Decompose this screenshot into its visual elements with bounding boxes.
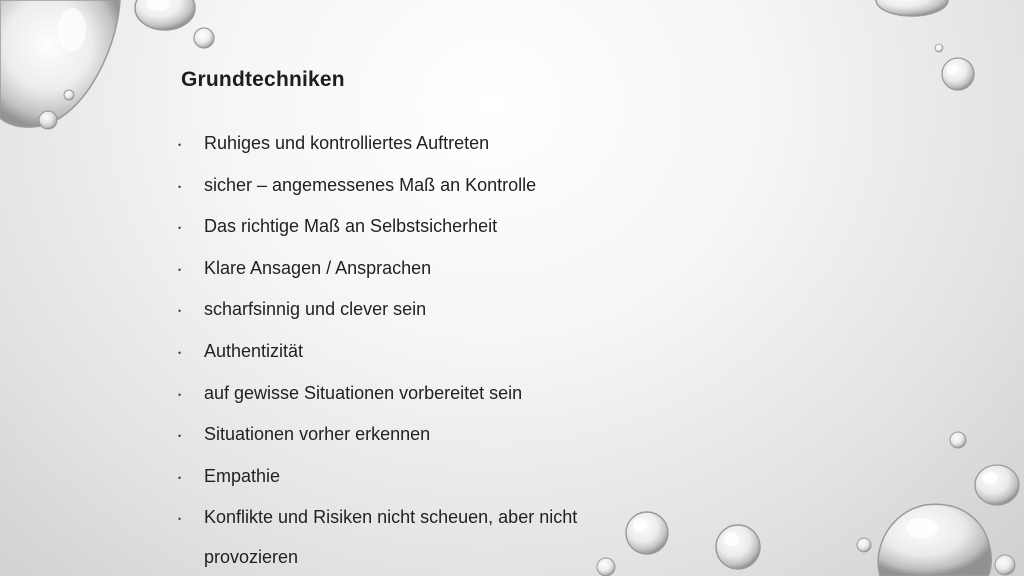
droplet-small-2 [64,90,74,100]
bullet-icon: • [178,514,182,525]
bullet-item [178,374,658,416]
droplet-bottom-right-large [878,504,991,576]
droplet-bottom-small-2 [857,538,871,552]
bullet-text: Konflikte und Risiken nicht scheuen, aber nicht provozieren [204,507,578,567]
bullet-text: Situationen vorher erkennen [204,424,431,445]
bullet-icon: • [178,306,182,317]
bullet-item [178,166,658,208]
droplet-corner [995,555,1015,575]
bullet-text: sicher – angemessenes Maß an Kontrolle [204,174,537,195]
bullet-icon: • [178,389,182,400]
bullet-item [178,249,658,291]
bullet-text: auf gewisse Situationen vorbereitet sein [204,382,523,403]
bullet-item [178,124,658,166]
bullet-list [178,124,658,576]
bullet-icon: • [178,264,182,275]
bullet-text: Klare Ansagen / Ansprachen [204,257,432,278]
droplet-bottom-right-medium [975,465,1019,505]
bullet-icon: • [178,140,182,150]
bullet-text: Ruhiges und kontrolliertes Auftreten [204,133,490,153]
bullet-icon: • [178,181,182,192]
droplet-right-tiny [935,44,943,52]
bullet-text: Das richtige Maß an Selbstsicherheit [204,216,498,237]
droplet-top-left-medium [135,0,195,30]
bullet-item [178,457,658,499]
droplet-top-right [876,0,948,16]
droplet-right-medium [942,58,974,90]
bullet-item [178,207,658,249]
droplet-bottom-right-small [950,432,966,448]
droplet-small-3 [39,111,57,129]
bullet-text: Authentizität [204,340,304,361]
bullet-text: scharfsinnig und clever sein [204,299,427,320]
bullet-item [178,332,658,374]
bullet-icon: • [178,431,182,442]
bullet-item [178,415,658,457]
bullet-item [178,290,658,332]
droplet-small-1 [194,28,214,48]
bullet-icon: • [178,223,182,234]
bullet-icon: • [178,347,182,358]
bullet-text: Empathie [204,465,281,486]
slide-title: Grundtechniken [181,68,345,91]
bullet-item [178,498,658,576]
droplet-bottom-center-2 [716,525,760,569]
bullet-icon: • [178,472,182,483]
droplet-top-left-large [0,0,120,127]
